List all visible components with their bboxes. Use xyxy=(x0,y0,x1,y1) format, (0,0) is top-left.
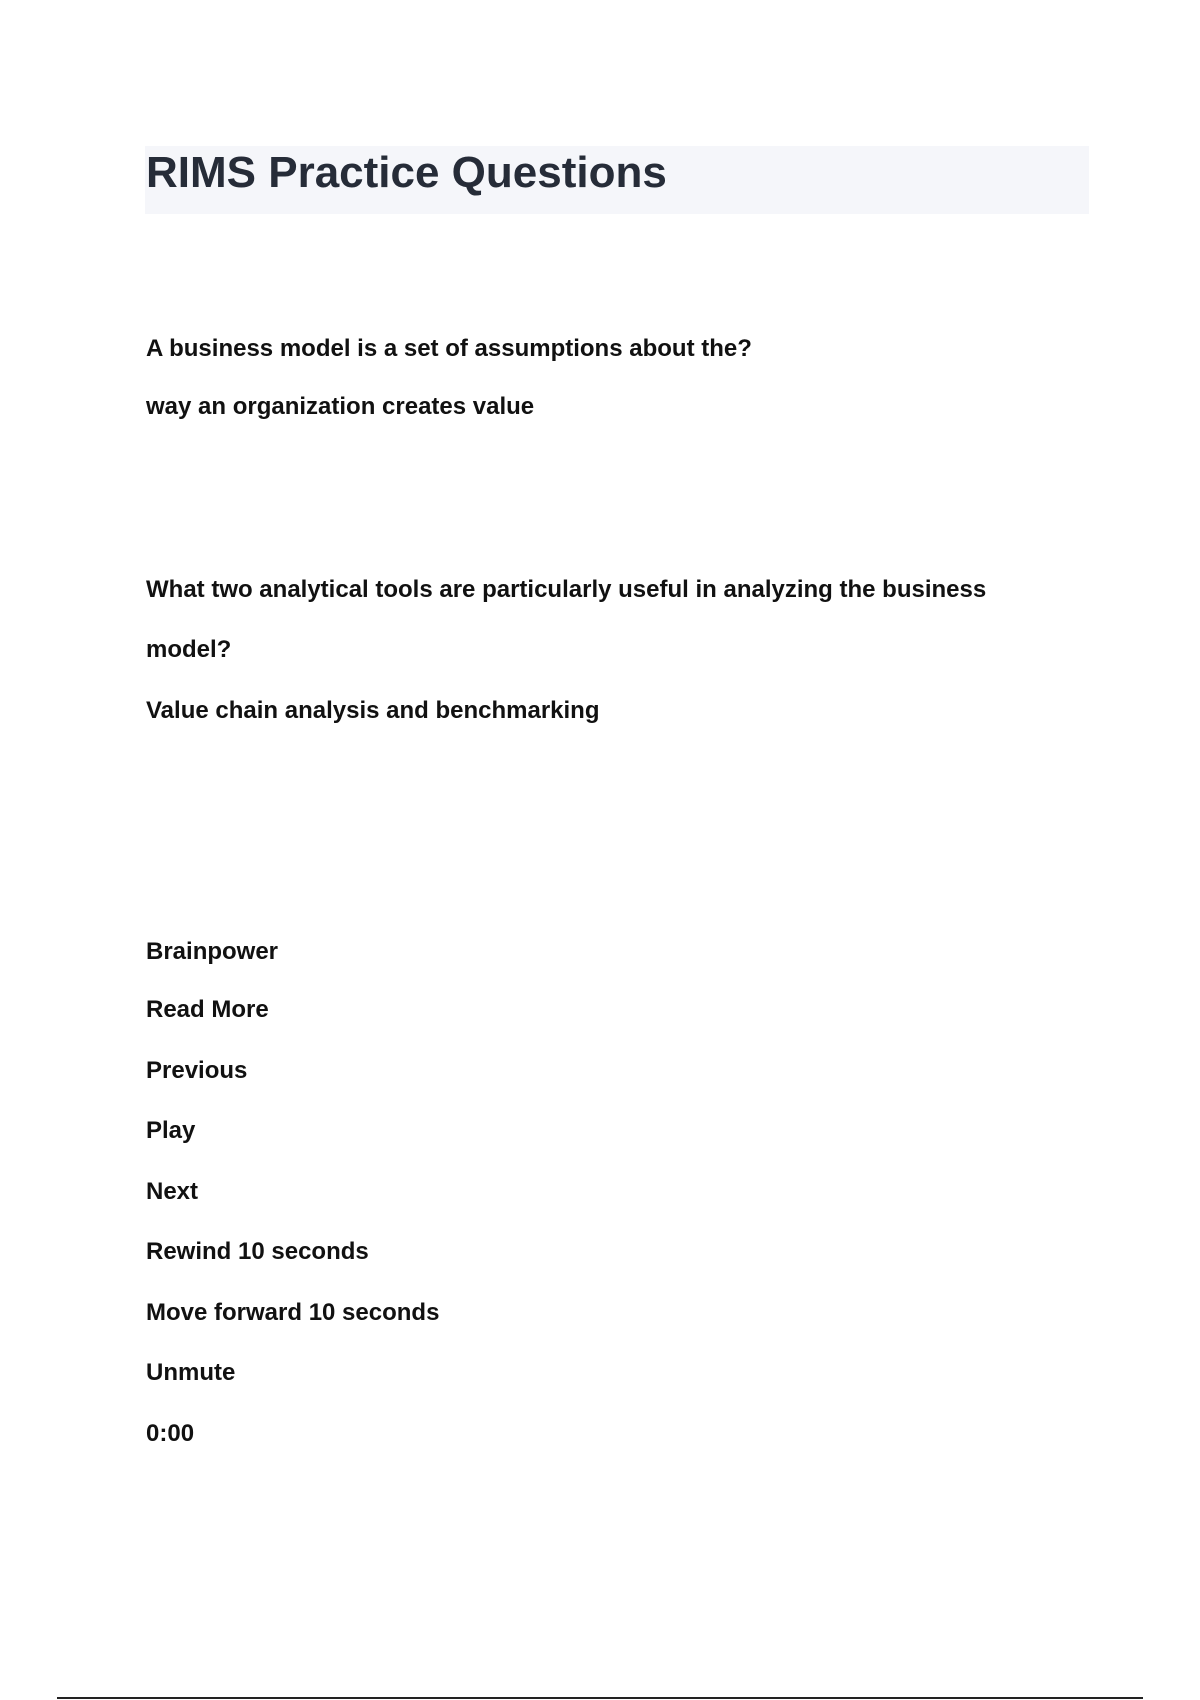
rewind-button[interactable]: Rewind 10 seconds xyxy=(146,1238,369,1265)
read-more-link[interactable]: Read More xyxy=(146,996,269,1023)
bottom-divider xyxy=(57,1697,1143,1699)
page-title: RIMS Practice Questions xyxy=(146,148,667,197)
play-button[interactable]: Play xyxy=(146,1117,196,1144)
unmute-button[interactable]: Unmute xyxy=(146,1359,236,1386)
answer-text: Value chain analysis and benchmarking xyxy=(146,697,600,724)
time-display: 0:00 xyxy=(146,1420,195,1447)
player-brand-label: Brainpower xyxy=(146,938,279,965)
previous-button[interactable]: Previous xyxy=(146,1057,248,1084)
question-text-line2: model? xyxy=(146,636,232,663)
next-button[interactable]: Next xyxy=(146,1178,199,1205)
question-text: A business model is a set of assumptions about the? xyxy=(146,335,752,362)
forward-button[interactable]: Move forward 10 seconds xyxy=(146,1299,440,1326)
answer-text: way an organization creates value xyxy=(146,393,535,420)
question-text-line1: What two analytical tools are particularly useful in analyzing the business xyxy=(146,576,987,603)
